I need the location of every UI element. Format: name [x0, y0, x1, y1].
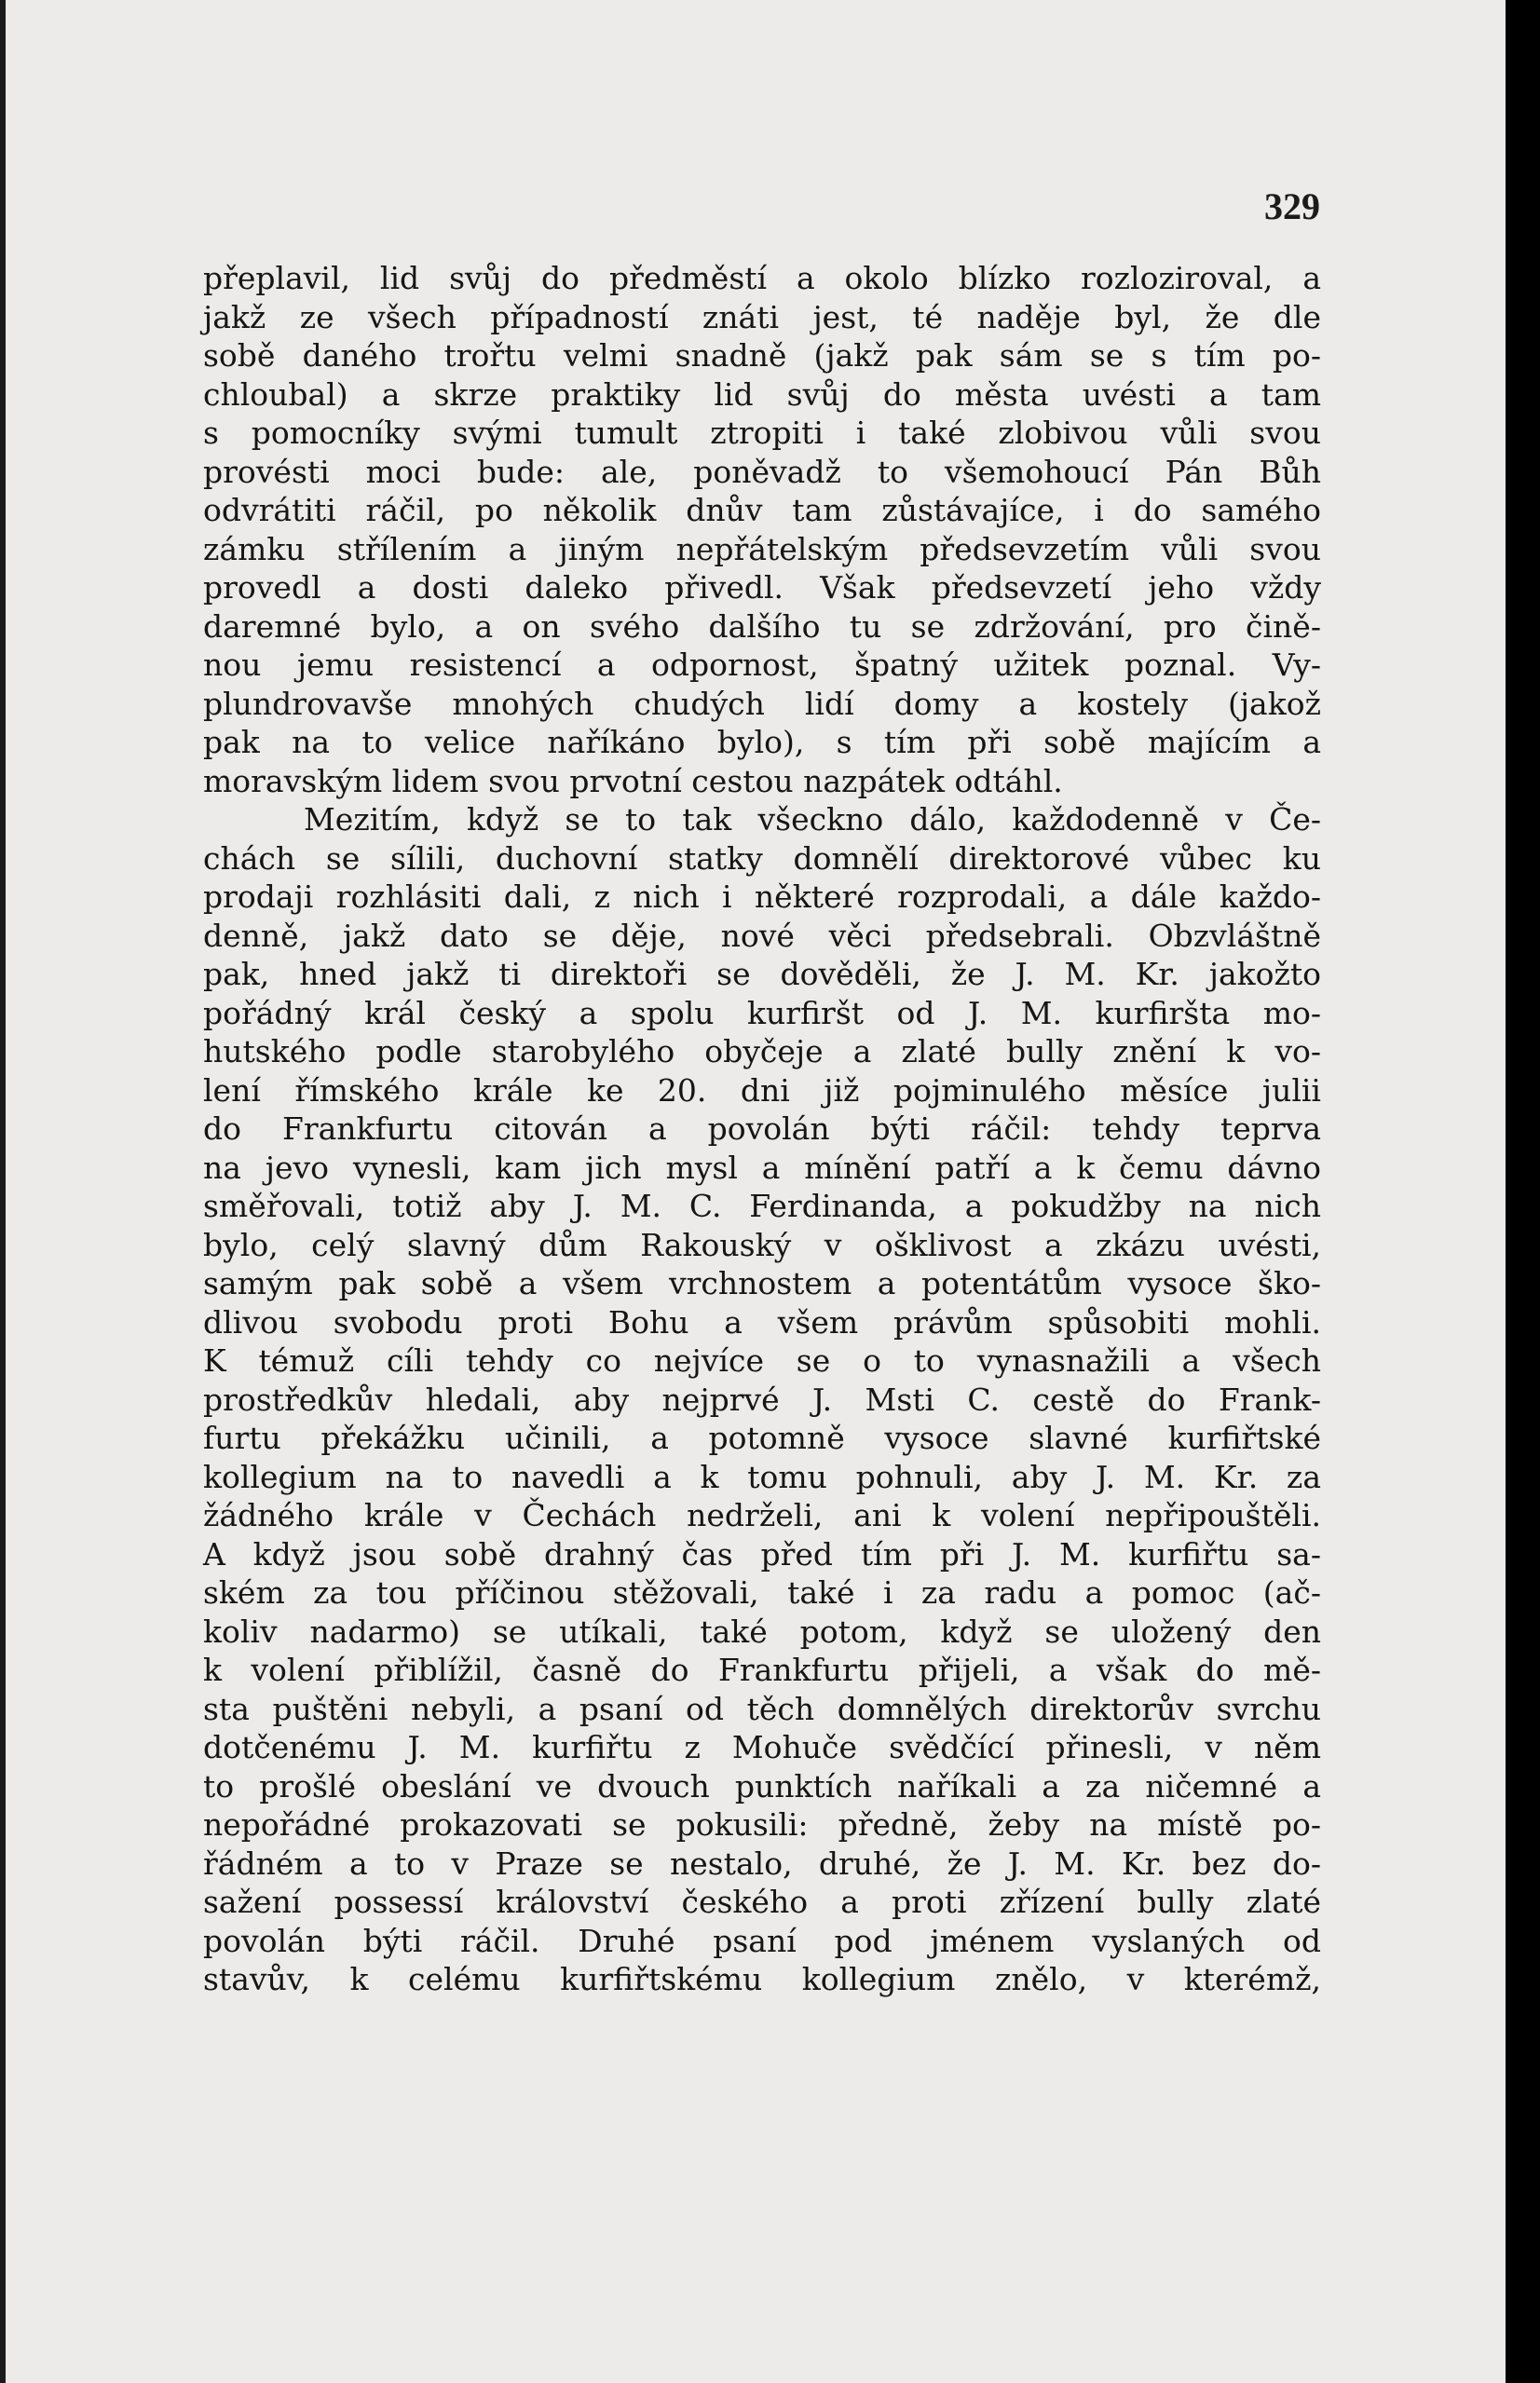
text-line: jakž ze všech případností znáti jest, té naděje byl, že dle — [203, 298, 1321, 335]
text-line: na jevo vynesli, kam jich mysl a mínění patří a k čemu dávno — [203, 1149, 1321, 1186]
text-line: přeplavil, lid svůj do předměstí a okolo blízko rozloziroval, a — [203, 260, 1321, 296]
body-text — [203, 259, 1321, 1999]
page-number: 329 — [1264, 185, 1320, 227]
text-line: hutského podle starobylého obyčeje a zlaté bully znění k vo- — [203, 1033, 1321, 1069]
text-line: žádného krále v Čechách nedrželi, ani k volení nepřipouštěli. — [203, 1497, 1321, 1533]
text-line: samým pak sobě a všem vrchnostem a potentátům vysoce ško- — [203, 1265, 1321, 1301]
text-line: denně, jakž dato se děje, nové věci předsebrali. Obzvláštně — [203, 917, 1321, 954]
text-line: směřovali, totiž aby J. M. C. Ferdinanda, a pokudžby na nich — [203, 1188, 1321, 1224]
text-line: to prošlé obeslání ve dvouch punktích naříkali a za ničemné a — [203, 1767, 1321, 1804]
text-line: furtu překážku učinili, a potomně vysoce slavné kurfiřtské — [203, 1420, 1321, 1456]
text-line: s pomocníky svými tumult ztropiti i také zlobivou vůli svou — [203, 415, 1321, 451]
text-line: dlivou svobodu proti Bohu a všem právům spůsobiti mohli. — [203, 1303, 1321, 1341]
text-line: kollegium na to navedli a k tomu pohnuli, aby J. M. Kr. za — [203, 1458, 1321, 1495]
text-line: nepořádné prokazovati se pokusili: předně, žeby na místě po- — [203, 1806, 1321, 1843]
text-line: chloubal) a skrze praktiky lid svůj do města uvésti a tam — [203, 375, 1321, 413]
text-line: nou jemu resistencí a odpornost, špatný užitek poznal. Vy- — [203, 647, 1321, 683]
text-line: provésti moci bude: ale, poněvadž to všemohoucí Pán Bůh — [203, 453, 1321, 490]
text-line: bylo, celý slavný dům Rakouský v ošklivost a zkázu uvésti, — [203, 1226, 1321, 1263]
text-line: Mezitím, když se to tak všeckno dálo, každodenně v Če- — [304, 801, 1321, 837]
text-line: chách se sílili, duchovní statky domnělí direktorové vůbec ku — [203, 839, 1321, 877]
text-line: sobě daného trořtu velmi snadně (jakž pak sám se s tím po- — [203, 337, 1321, 374]
text-line: pak na to velice naříkáno bylo), s tím při sobě majícím a — [203, 724, 1321, 760]
text-line: daremné bylo, a on svého dalšího tu se zdržování, pro čině- — [203, 607, 1321, 645]
text-line: K témuž cíli tehdy co nejvíce se o to vynasnažili a všech — [203, 1342, 1321, 1379]
text-line: odvrátiti ráčil, po několik dnův tam zůstávajíce, i do samého — [203, 492, 1321, 528]
text-line: plundrovavše mnohých chudých lidí domy a kostely (jakož — [203, 685, 1321, 722]
text-line: stavův, k celému kurfiřtskému kollegium znělo, v kterémž, — [203, 1961, 1321, 1997]
text-line: do Frankfurtu citován a povolán býti ráčil: tehdy teprva — [203, 1110, 1321, 1147]
text-line: moravským lidem svou prvotní cestou nazpátek odtáhl. — [203, 762, 1063, 799]
text-line: A když jsou sobě drahný čas před tím při J. M. kurfiřtu sa- — [203, 1535, 1321, 1573]
text-line: pak, hned jakž ti direktoři se dověděli, že J. M. Kr. jakožto — [203, 956, 1321, 992]
text-line: sta puštěni nebyli, a psaní od těch domnělých direktorův svrchu — [203, 1690, 1321, 1727]
text-line: pořádný král český a spolu kurfiršt od J. M. kurfiršta mo- — [203, 994, 1321, 1031]
text-line: ském za tou příčinou stěžovali, také i za radu a pomoc (ač- — [203, 1574, 1321, 1611]
text-line: povolán býti ráčil. Druhé psaní pod jménem vyslaných od — [203, 1922, 1321, 1959]
text-line: k volení přiblížil, časně do Frankfurtu přijeli, a však do mě- — [203, 1652, 1321, 1688]
text-line: sažení possessí království českého a proti zřízení bully zlaté — [203, 1884, 1321, 1920]
text-line: prodaji rozhlásiti dali, z nich i některé rozprodali, a dále každo- — [203, 878, 1321, 915]
text-line: řádném a to v Praze se nestalo, druhé, že J. M. Kr. bez do- — [203, 1845, 1321, 1882]
text-line: koliv nadarmo) se utíkali, také potom, když se uložený den — [203, 1613, 1321, 1650]
binding-edge — [0, 0, 6, 2383]
text-line: dotčenému J. M. kurfiřtu z Mohuče svědčící přinesli, v něm — [203, 1729, 1321, 1765]
text-line: lení římského krále ke 20. dni již pojminulého měsíce julii — [203, 1071, 1321, 1109]
text-line: provedl a dosti daleko přivedl. Však předsevzetí jeho vždy — [203, 569, 1321, 606]
text-line: zámku střílením a jiným nepřátelským předsevzetím vůli svou — [203, 530, 1321, 567]
text-line: prostředkův hledali, aby nejprvé J. Msti C. cestě do Frank- — [203, 1381, 1321, 1418]
